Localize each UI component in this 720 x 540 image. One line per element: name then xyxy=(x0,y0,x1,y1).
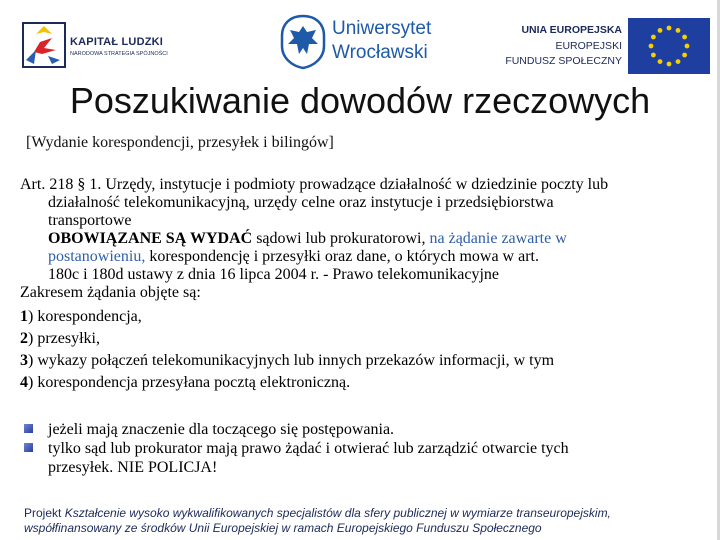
eu-line1: UNIA EUROPEJSKA xyxy=(521,24,622,36)
article-ref: Art. 218 xyxy=(20,176,74,193)
article-para2: korespondencję i przesyłki oraz dane, o których mowa w art. xyxy=(145,248,539,265)
list-item: 4) korespondencja przesyłana pocztą elektroniczną. xyxy=(20,374,351,391)
article-line2: działalność telekomunikacyjną, urzędy celne oraz instytucje i przedsiębiorstwa xyxy=(48,194,554,211)
footer-line2: współfinansowany ze środków Unii Europejskiej w ramach Europejskiego Funduszu Społecznego xyxy=(24,521,542,535)
eu-line2: EUROPEJSKI xyxy=(555,40,622,52)
kapital-ludzki-subtitle: NARODOWA STRATEGIA SPÓJNOŚCI xyxy=(70,51,168,57)
slide-title: Poszukiwanie dowodów rzeczowych xyxy=(69,80,651,121)
bullet-square-icon xyxy=(24,424,33,433)
article-line4 xyxy=(20,230,700,248)
article-line1 xyxy=(20,176,700,194)
university-logo xyxy=(280,14,440,72)
university-eagle-icon xyxy=(280,14,326,70)
eu-line3: FUNDUSZ SPOŁECZNY xyxy=(505,55,622,67)
project-footer xyxy=(24,506,704,536)
footer-project-name: Kształcenie wysoko wykwalifikowanych specjalistów dla sfery publicznej w wymiarze transeuropejskim, xyxy=(64,506,611,520)
list-item: 1) korespondencja, xyxy=(20,308,142,325)
scope-text: Zakresem żądania objęte są: xyxy=(20,284,201,301)
bullet-list xyxy=(24,420,704,477)
article-para1: § 1. Urzędy, instytucje i podmioty prowadzące działalność w dziedzinie poczty lub xyxy=(73,176,609,193)
slide-subtitle: [Wydanie korespondencji, przesyłek i bilingów] xyxy=(26,134,334,151)
kapital-ludzki-logo xyxy=(22,22,182,72)
bullet-item: jeżeli mają znaczenie dla toczącego się postępowania. xyxy=(24,420,704,439)
obligation-rest: sądowi lub prokuratorowi, xyxy=(252,230,430,247)
bullet-item: tylko sąd lub prokurator mają prawo żądać i otwierać lub zarządzić otwarcie tych przesyłek. NIE POLICJA! xyxy=(24,439,704,477)
list-item: 3) wykazy połączeń telekomunikacyjnych lub innych przekazów informacji, w tym xyxy=(20,352,555,369)
article-text xyxy=(20,176,700,394)
on-request-text: na żądanie zawarte w xyxy=(429,230,567,247)
footer-line1 xyxy=(24,506,704,521)
logo-bar xyxy=(0,0,720,80)
scope-list xyxy=(20,306,700,394)
university-name-line1: Uniwersytet xyxy=(332,18,432,39)
article-line3: transportowe xyxy=(48,212,132,229)
article-line5 xyxy=(20,248,700,266)
university-name-line2: Wrocławski xyxy=(332,42,428,63)
footer-lead: Projekt xyxy=(24,506,65,520)
eu-flag-icon xyxy=(628,18,710,74)
eu-logo xyxy=(505,18,714,74)
kapital-ludzki-title: KAPITAŁ LUDZKI xyxy=(70,36,164,48)
list-item: 2) przesyłki, xyxy=(20,330,100,347)
article-line6: 180c i 180d ustawy z dnia 16 lipca 2004 r. - Prawo telekomunikacyjne xyxy=(48,266,500,283)
obligation-text: OBOWIĄZANE SĄ WYDAĆ xyxy=(48,230,253,247)
on-request-line2: postanowieniu, xyxy=(48,248,146,265)
kapital-ludzki-star-icon xyxy=(22,22,66,68)
bullet-square-icon xyxy=(24,443,33,452)
